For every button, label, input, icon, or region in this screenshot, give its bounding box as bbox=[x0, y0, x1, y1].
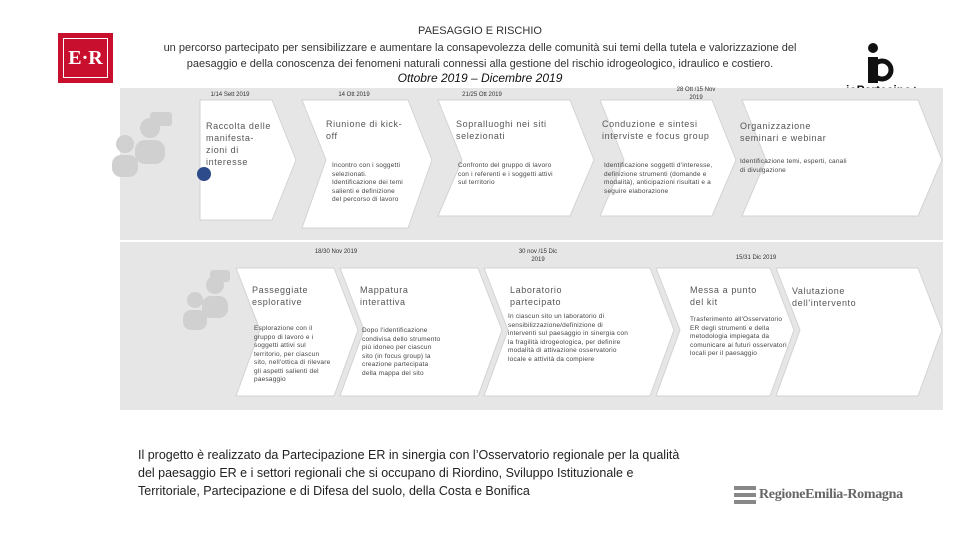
stage-9-desc: Trasferimento all'Osservatorio ER degli strumenti e della metodologia impiegata da comunicare ai futuri osservatori locali per il paesaggio bbox=[690, 316, 787, 357]
subtitle-line-1: un percorso partecipato per sensibilizzare e aumentare la consapevolezza delle comunità sui temi della tutela e valorizzazione del bbox=[163, 42, 797, 54]
start-marker-dot bbox=[197, 167, 211, 181]
people-icon bbox=[112, 112, 172, 177]
stage-9-date: 15/31 Dic 2019 bbox=[735, 255, 777, 261]
stage-2-date: 14 Ott 2019 bbox=[338, 92, 370, 98]
stage-9-title: Messa a punto del kit bbox=[690, 285, 757, 307]
stage-3-desc: Confronto del gruppo di lavoro con i referenti e i soggetti attivi sul territorio bbox=[458, 162, 553, 186]
project-description: Il progetto è realizzato da Partecipazione ER in sinergia con l’Osservatorio regionale per la qualità del paesaggio ER e i settori regionali che si occupano di Riordino, Sviluppo Istituzionale e Territoriale, Partecipazione e di Difesa del suolo, della Costa e Bonifica bbox=[138, 448, 680, 498]
stage-6-title: Passeggiate esplorative bbox=[252, 285, 309, 307]
subtitle-line-2: paesaggio e della conoscenza dei fenomeni naturali connessi alla gestione del rischio idrogeologico, idraulico e costiero. bbox=[186, 58, 774, 70]
stage-6-date: 18/30 Nov 2019 bbox=[314, 249, 358, 255]
stage-4-desc: Identificazione soggetti d'interesse, definizione strumenti (domande e modalità), anticipazioni risultati e a seguire elaborazione bbox=[604, 162, 713, 195]
stage-8-title: Laboratorio partecipato bbox=[510, 285, 563, 307]
stage-3-title: Sopralluoghi nei siti selezionati bbox=[456, 119, 547, 141]
stage-6-desc: Esplorazione con il gruppo di lavoro e i soggetti attivi sul territorio, per ciascun sito, nell'ottica di rilevare gli aspetti salienti del paesaggio bbox=[254, 325, 331, 383]
stage-1-title: Raccolta delle manifesta- zioni di interesse bbox=[206, 121, 271, 167]
stage-8-date: 30 nov /15 Dic 2019 bbox=[518, 249, 558, 263]
er-logo-text: E·R bbox=[63, 38, 108, 78]
stage-3-date: 21/25 Ott 2019 bbox=[462, 92, 502, 98]
stage-1-date: 1/14 Sett 2019 bbox=[210, 92, 250, 98]
stage-2-desc: Incontro con i soggetti selezionati. Identificazione dei temi salienti e definizione del percorso di lavoro bbox=[332, 162, 403, 203]
regione-logo bbox=[733, 484, 913, 506]
project-period: Ottobre 2019 – Dicembre 2019 bbox=[397, 71, 563, 85]
stage-7-title: Mappatura interattiva bbox=[360, 285, 409, 307]
people-icon-2 bbox=[183, 270, 230, 330]
regione-mark-icon bbox=[733, 484, 757, 506]
stage-4-title: Conduzione e sintesi interviste e focus group bbox=[602, 119, 710, 141]
stage-8-desc: In ciascun sito un laboratorio di sensibilizzazione/definizione di interventi sul paesaggio in sinergia con la fragilità idrogeologica, per definire modalità di attivazione osservatorio locale e attività da compiere bbox=[508, 313, 629, 363]
stage-4-date: 28 Ott /15 Nov 2019 bbox=[676, 87, 716, 101]
stage-5-desc: Identificazione temi, esperti, canali di divulgazione bbox=[740, 158, 847, 174]
stage-7-desc: Dopo l'identificazione condivisa dello strumento più idoneo per ciascun sito (in focus group) la creazione partecipata della mappa del sito bbox=[362, 327, 441, 377]
regione-logo-text: RegioneEmilia-Romagna bbox=[759, 487, 903, 502]
page-title: PAESAGGIO E RISCHIO bbox=[418, 25, 542, 37]
stage-10-title: Valutazione dell'intervento bbox=[792, 286, 857, 308]
stage-2-title: Riunione di kick-off bbox=[326, 119, 403, 141]
stage-5-title: Organizzazione seminari e webinar bbox=[740, 121, 827, 143]
